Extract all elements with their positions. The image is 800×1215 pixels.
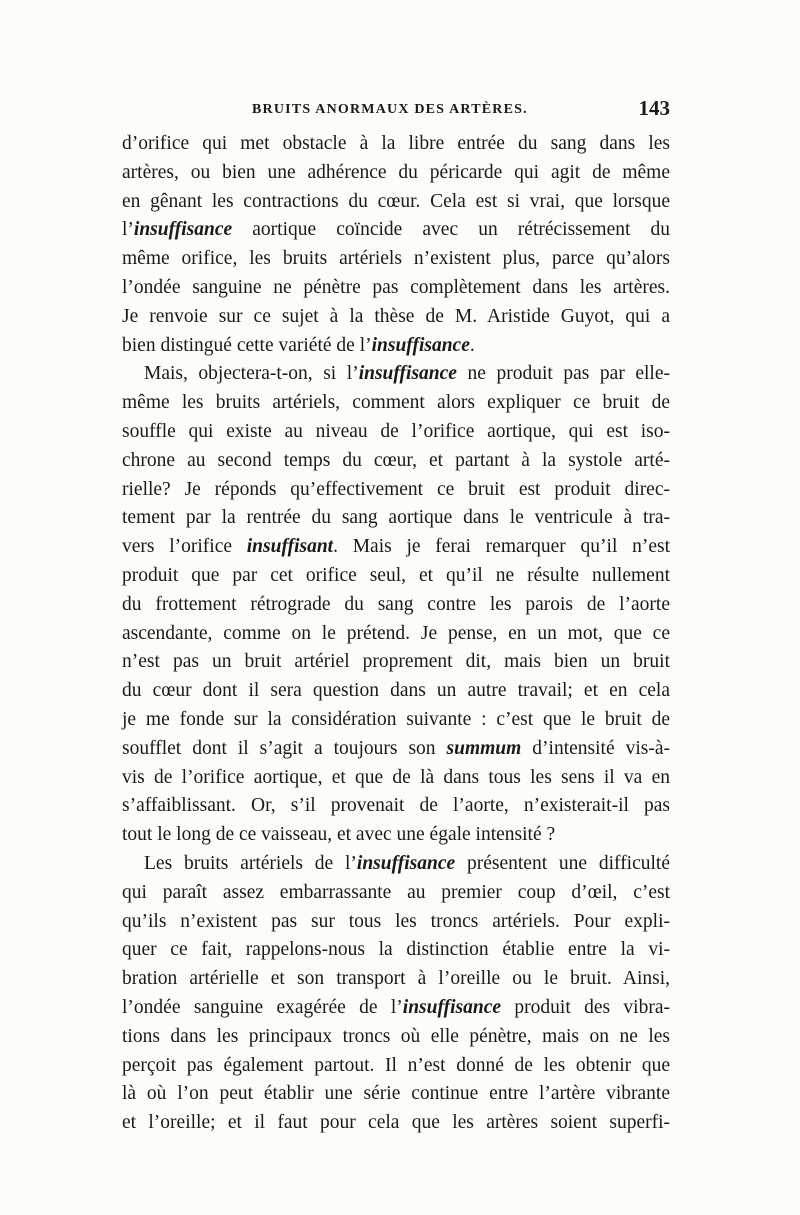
text-line bbox=[122, 879, 670, 908]
line-text: je me fonde sur la considération suivante : c’est que le bruit de bbox=[122, 708, 670, 730]
line-text: l’ondée sanguine exagérée de l’ bbox=[122, 996, 403, 1018]
text-line bbox=[122, 418, 670, 447]
line-text: vers l’orifice bbox=[122, 536, 247, 558]
line-text: perçoit pas également partout. Il n’est donné de les obtenir que bbox=[122, 1054, 670, 1076]
text-line bbox=[122, 821, 670, 850]
italic-term: insuffisance bbox=[133, 219, 233, 241]
text-line bbox=[122, 965, 670, 994]
line-text: bration artérielle et son transport à l’oreille ou le bruit. Ainsi, bbox=[122, 968, 670, 990]
text-line bbox=[122, 1080, 670, 1109]
text-line bbox=[122, 360, 670, 389]
text-line bbox=[122, 274, 670, 303]
text-line bbox=[122, 792, 670, 821]
line-text: l’ bbox=[122, 219, 134, 241]
text-line bbox=[122, 447, 670, 476]
line-text: vis de l’orifice aortique, et que de là dans tous les sens il va en bbox=[122, 766, 670, 788]
text-line bbox=[122, 389, 670, 418]
line-text: artères, ou bien une adhérence du péricarde qui agit de même bbox=[122, 161, 670, 183]
line-text: tout le long de ce vaisseau, et avec une égale intensité ? bbox=[122, 824, 556, 846]
line-text: tement par la rentrée du sang aortique dans le ventricule à tra- bbox=[122, 507, 670, 529]
line-text: soufflet dont il s’agit a toujours son bbox=[122, 737, 447, 759]
text-line bbox=[122, 850, 670, 879]
line-text: là où l’on peut établir une série continue entre l’artère vibrante bbox=[122, 1083, 670, 1105]
text-line bbox=[122, 677, 670, 706]
italic-term: summum bbox=[446, 737, 522, 759]
line-text: et l’oreille; et il faut pour cela que les artères soient superfi- bbox=[122, 1112, 670, 1134]
text-line bbox=[122, 476, 670, 505]
body-text bbox=[122, 130, 670, 1138]
line-text: chrone au second temps du cœur, et partant à la systole arté- bbox=[122, 449, 670, 471]
text-line bbox=[122, 735, 670, 764]
text-line bbox=[122, 303, 670, 332]
text-line bbox=[122, 591, 670, 620]
text-line bbox=[122, 188, 670, 217]
line-text: Les bruits artériels de l’ bbox=[144, 852, 357, 874]
line-text: qui paraît assez embarrassante au premier coup d’œil, c’est bbox=[122, 881, 670, 903]
line-text: n’est pas un bruit artériel proprement dit, mais bien un bruit bbox=[122, 651, 670, 673]
line-text: d’orifice qui met obstacle à la libre entrée du sang dans les bbox=[122, 133, 670, 154]
text-line bbox=[122, 130, 670, 159]
line-text: souffle qui existe au niveau de l’orifice aortique, qui est iso- bbox=[122, 420, 670, 442]
text-line bbox=[122, 648, 670, 677]
line-text: l’ondée sanguine ne pénètre pas complètement dans les artères. bbox=[122, 276, 670, 298]
line-text: du frottement rétrograde du sang contre les parois de l’aorte bbox=[122, 593, 670, 615]
italic-term: insuffisance bbox=[356, 852, 456, 874]
line-text: aortique coïncide avec un rétrécissement du bbox=[232, 219, 670, 241]
text-line bbox=[122, 706, 670, 735]
line-text: Je renvoie sur ce sujet à la thèse de M. Aristide Guyot, qui a bbox=[122, 305, 670, 327]
line-text: qu’ils n’existent pas sur tous les troncs artériels. Pour expli- bbox=[122, 910, 670, 932]
line-text: en gênant les contractions du cœur. Cela est si vrai, que lorsque bbox=[122, 190, 670, 212]
line-text: présentent une difficulté bbox=[455, 852, 670, 874]
italic-term: insuffisance bbox=[358, 363, 457, 385]
text-line bbox=[122, 764, 670, 793]
text-line bbox=[122, 620, 670, 649]
line-text: s’affaiblissant. Or, s’il provenait de l’aorte, n’existerait-il pas bbox=[122, 795, 670, 817]
line-text: même orifice, les bruits artériels n’existent plus, parce qu’alors bbox=[122, 248, 670, 270]
line-text: Mais, objectera-t-on, si l’ bbox=[144, 363, 359, 385]
text-line bbox=[122, 908, 670, 937]
text-line bbox=[122, 994, 670, 1023]
page-header bbox=[122, 96, 670, 130]
line-text: bien distingué cette variété de l’ bbox=[122, 334, 372, 356]
text-line bbox=[122, 562, 670, 591]
line-text: du cœur dont il sera question dans un autre travail; et en cela bbox=[122, 680, 670, 702]
line-text: . Mais je ferai remarquer qu’il n’est bbox=[333, 536, 670, 558]
running-title: BRUITS ANORMAUX DES ARTÈRES. bbox=[252, 102, 528, 117]
text-line bbox=[122, 533, 670, 562]
line-text: . bbox=[469, 334, 475, 356]
text-line bbox=[122, 332, 670, 361]
line-text: ne produit pas par elle- bbox=[456, 363, 671, 385]
line-text: produit que par cet orifice seul, et qu’il ne résulte nullement bbox=[122, 564, 670, 586]
line-text: rielle? Je réponds qu’effectivement ce bruit est produit direc- bbox=[122, 478, 670, 500]
line-text: tions dans les principaux troncs où elle pénètre, mais on ne les bbox=[122, 1025, 670, 1047]
page-number: 143 bbox=[638, 96, 670, 120]
line-text: produit des vibra- bbox=[501, 996, 670, 1018]
text-line bbox=[122, 504, 670, 533]
italic-term: insuffisance bbox=[371, 334, 470, 356]
line-text: d’intensité vis-à- bbox=[521, 737, 670, 759]
text-line bbox=[122, 216, 670, 245]
italic-term: insuffisance bbox=[402, 996, 502, 1018]
line-text: même les bruits artériels, comment alors expliquer ce bruit de bbox=[122, 392, 670, 414]
text-line bbox=[122, 1109, 670, 1138]
line-text: quer ce fait, rappelons-nous la distinction établie entre la vi- bbox=[122, 939, 670, 961]
line-text: ascendante, comme on le prétend. Je pense, en un mot, que ce bbox=[122, 622, 670, 644]
text-line bbox=[122, 936, 670, 965]
text-line bbox=[122, 245, 670, 274]
text-line bbox=[122, 1023, 670, 1052]
text-line bbox=[122, 1052, 670, 1081]
text-line bbox=[122, 159, 670, 188]
italic-term: insuffisant bbox=[246, 536, 334, 558]
